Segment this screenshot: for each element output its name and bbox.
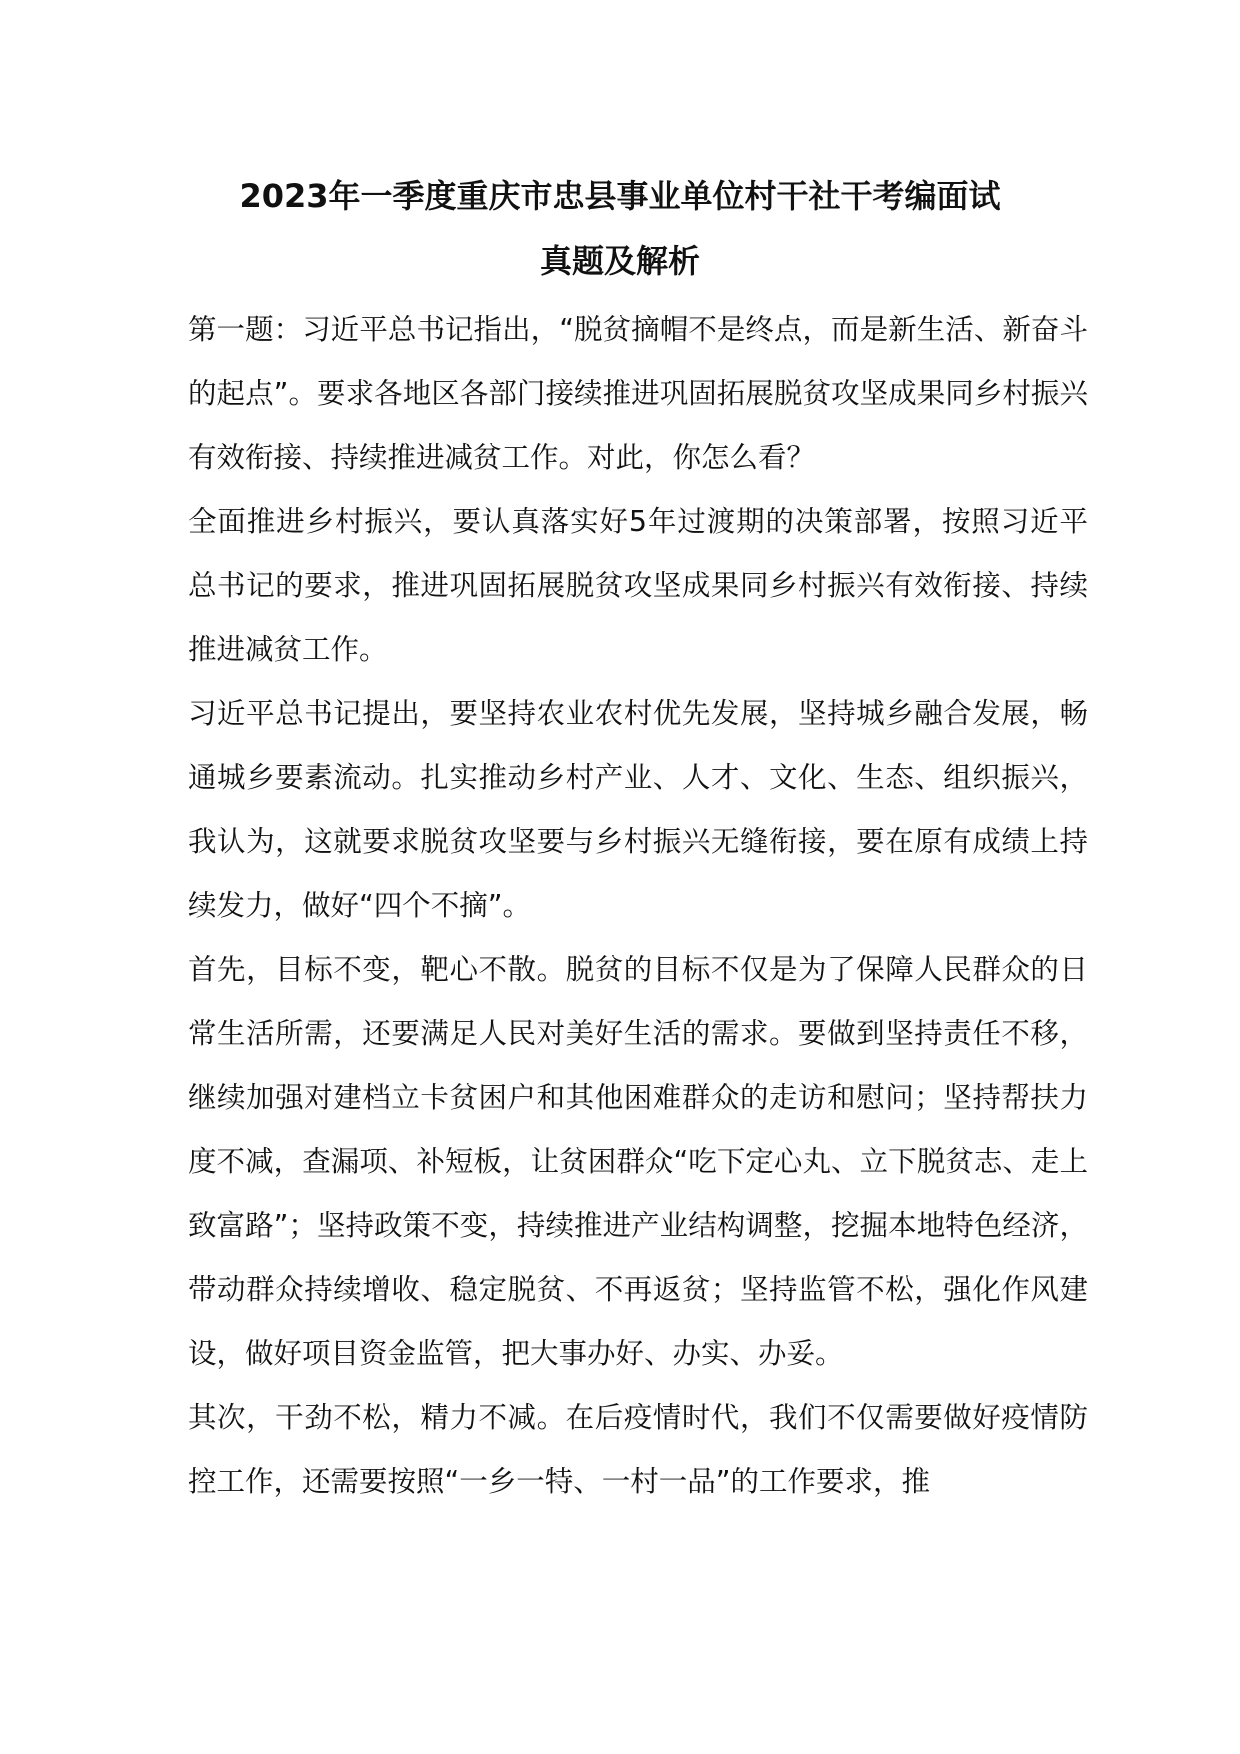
body-paragraph: 其次，干劲不松，精力不减。在后疫情时代，我们不仅需要做好疫情防控工作，还需要按照“一乡一特、一村一品”的工作要求，推 <box>188 1401 1088 1498</box>
body-paragraph: 首先，目标不变，靶心不散。脱贫的目标不仅是为了保障人民群众的日常生活所需，还要满足人民对美好生活的需求。要做到坚持责任不移，继续加强对建档立卡贫困户和其他困难群众的走访和慰问；坚持帮扶力度不减，查漏项、补短板，让贫困群众“吃下定心丸、立下脱贫志、走上致富路”；坚持政策不变，持续推进产业结构调整，挖掘本地特色经济，带动群众持续增收、稳定脱贫、不再返贫；坚持监管不松，强化作风建设，做好项目资金监管，把大事办好、办实、办妥。 <box>188 953 1088 1370</box>
body-paragraph: 全面推进乡村振兴，要认真落实好5年过渡期的决策部署，按照习近平总书记的要求，推进巩固拓展脱贫攻坚成果同乡村振兴有效衔接、持续推进减贫工作。 <box>188 505 1088 666</box>
body-paragraph: 习近平总书记提出，要坚持农业农村优先发展，坚持城乡融合发展，畅通城乡要素流动。扎实推动乡村产业、人才、文化、生态、组织振兴，我认为，这就要求脱贫攻坚要与乡村振兴无缝衔接，要在原有成绩上持续发力，做好“四个不摘”。 <box>188 697 1088 922</box>
question-paragraph: 第一题：习近平总书记指出，“脱贫摘帽不是终点，而是新生活、新奋斗的起点”。要求各地区各部门接续推进巩固拓展脱贫攻坚成果同乡村振兴有效衔接、持续推进减贫工作。对此，你怎么看？ <box>188 313 1088 474</box>
document-title-line-2: 真题及解析 <box>539 242 700 280</box>
document-title-line-1: 2023年一季度重庆市忠县事业单位村干社干考编面试 <box>239 177 1001 215</box>
document-body <box>188 298 1088 1514</box>
